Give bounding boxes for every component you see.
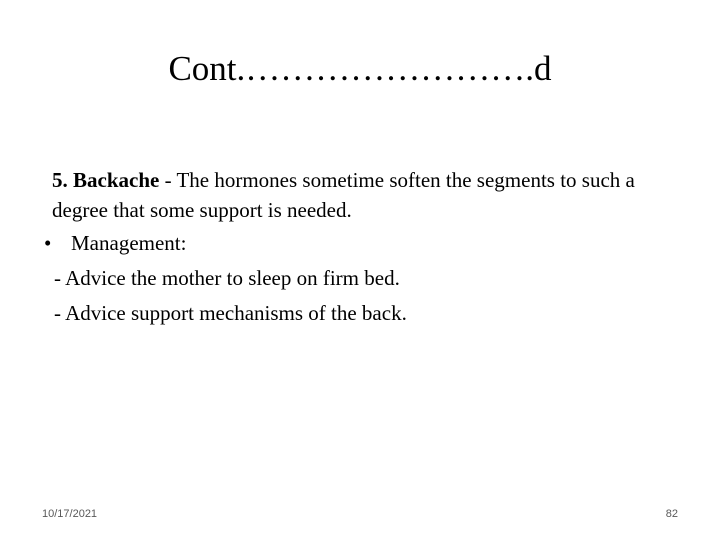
bullet-icon: • — [44, 231, 52, 255]
footer-date: 10/17/2021 — [42, 508, 98, 520]
backache-text: - The hormones sometime soften the segments to such a degree that some support is needed. — [52, 168, 635, 222]
management-label: Management: — [71, 231, 187, 255]
slide-body — [40, 165, 680, 328]
backache-heading: 5. Backache — [52, 168, 160, 192]
slide-title: Cont.…………………….d — [168, 49, 552, 88]
backache-paragraph — [40, 165, 680, 225]
management-item: - Advice support mechanisms of the back. — [54, 301, 407, 325]
footer-page-number: 82 — [665, 508, 678, 520]
management-item: - Advice the mother to sleep on firm bed. — [54, 266, 400, 290]
management-bullet — [40, 228, 680, 258]
